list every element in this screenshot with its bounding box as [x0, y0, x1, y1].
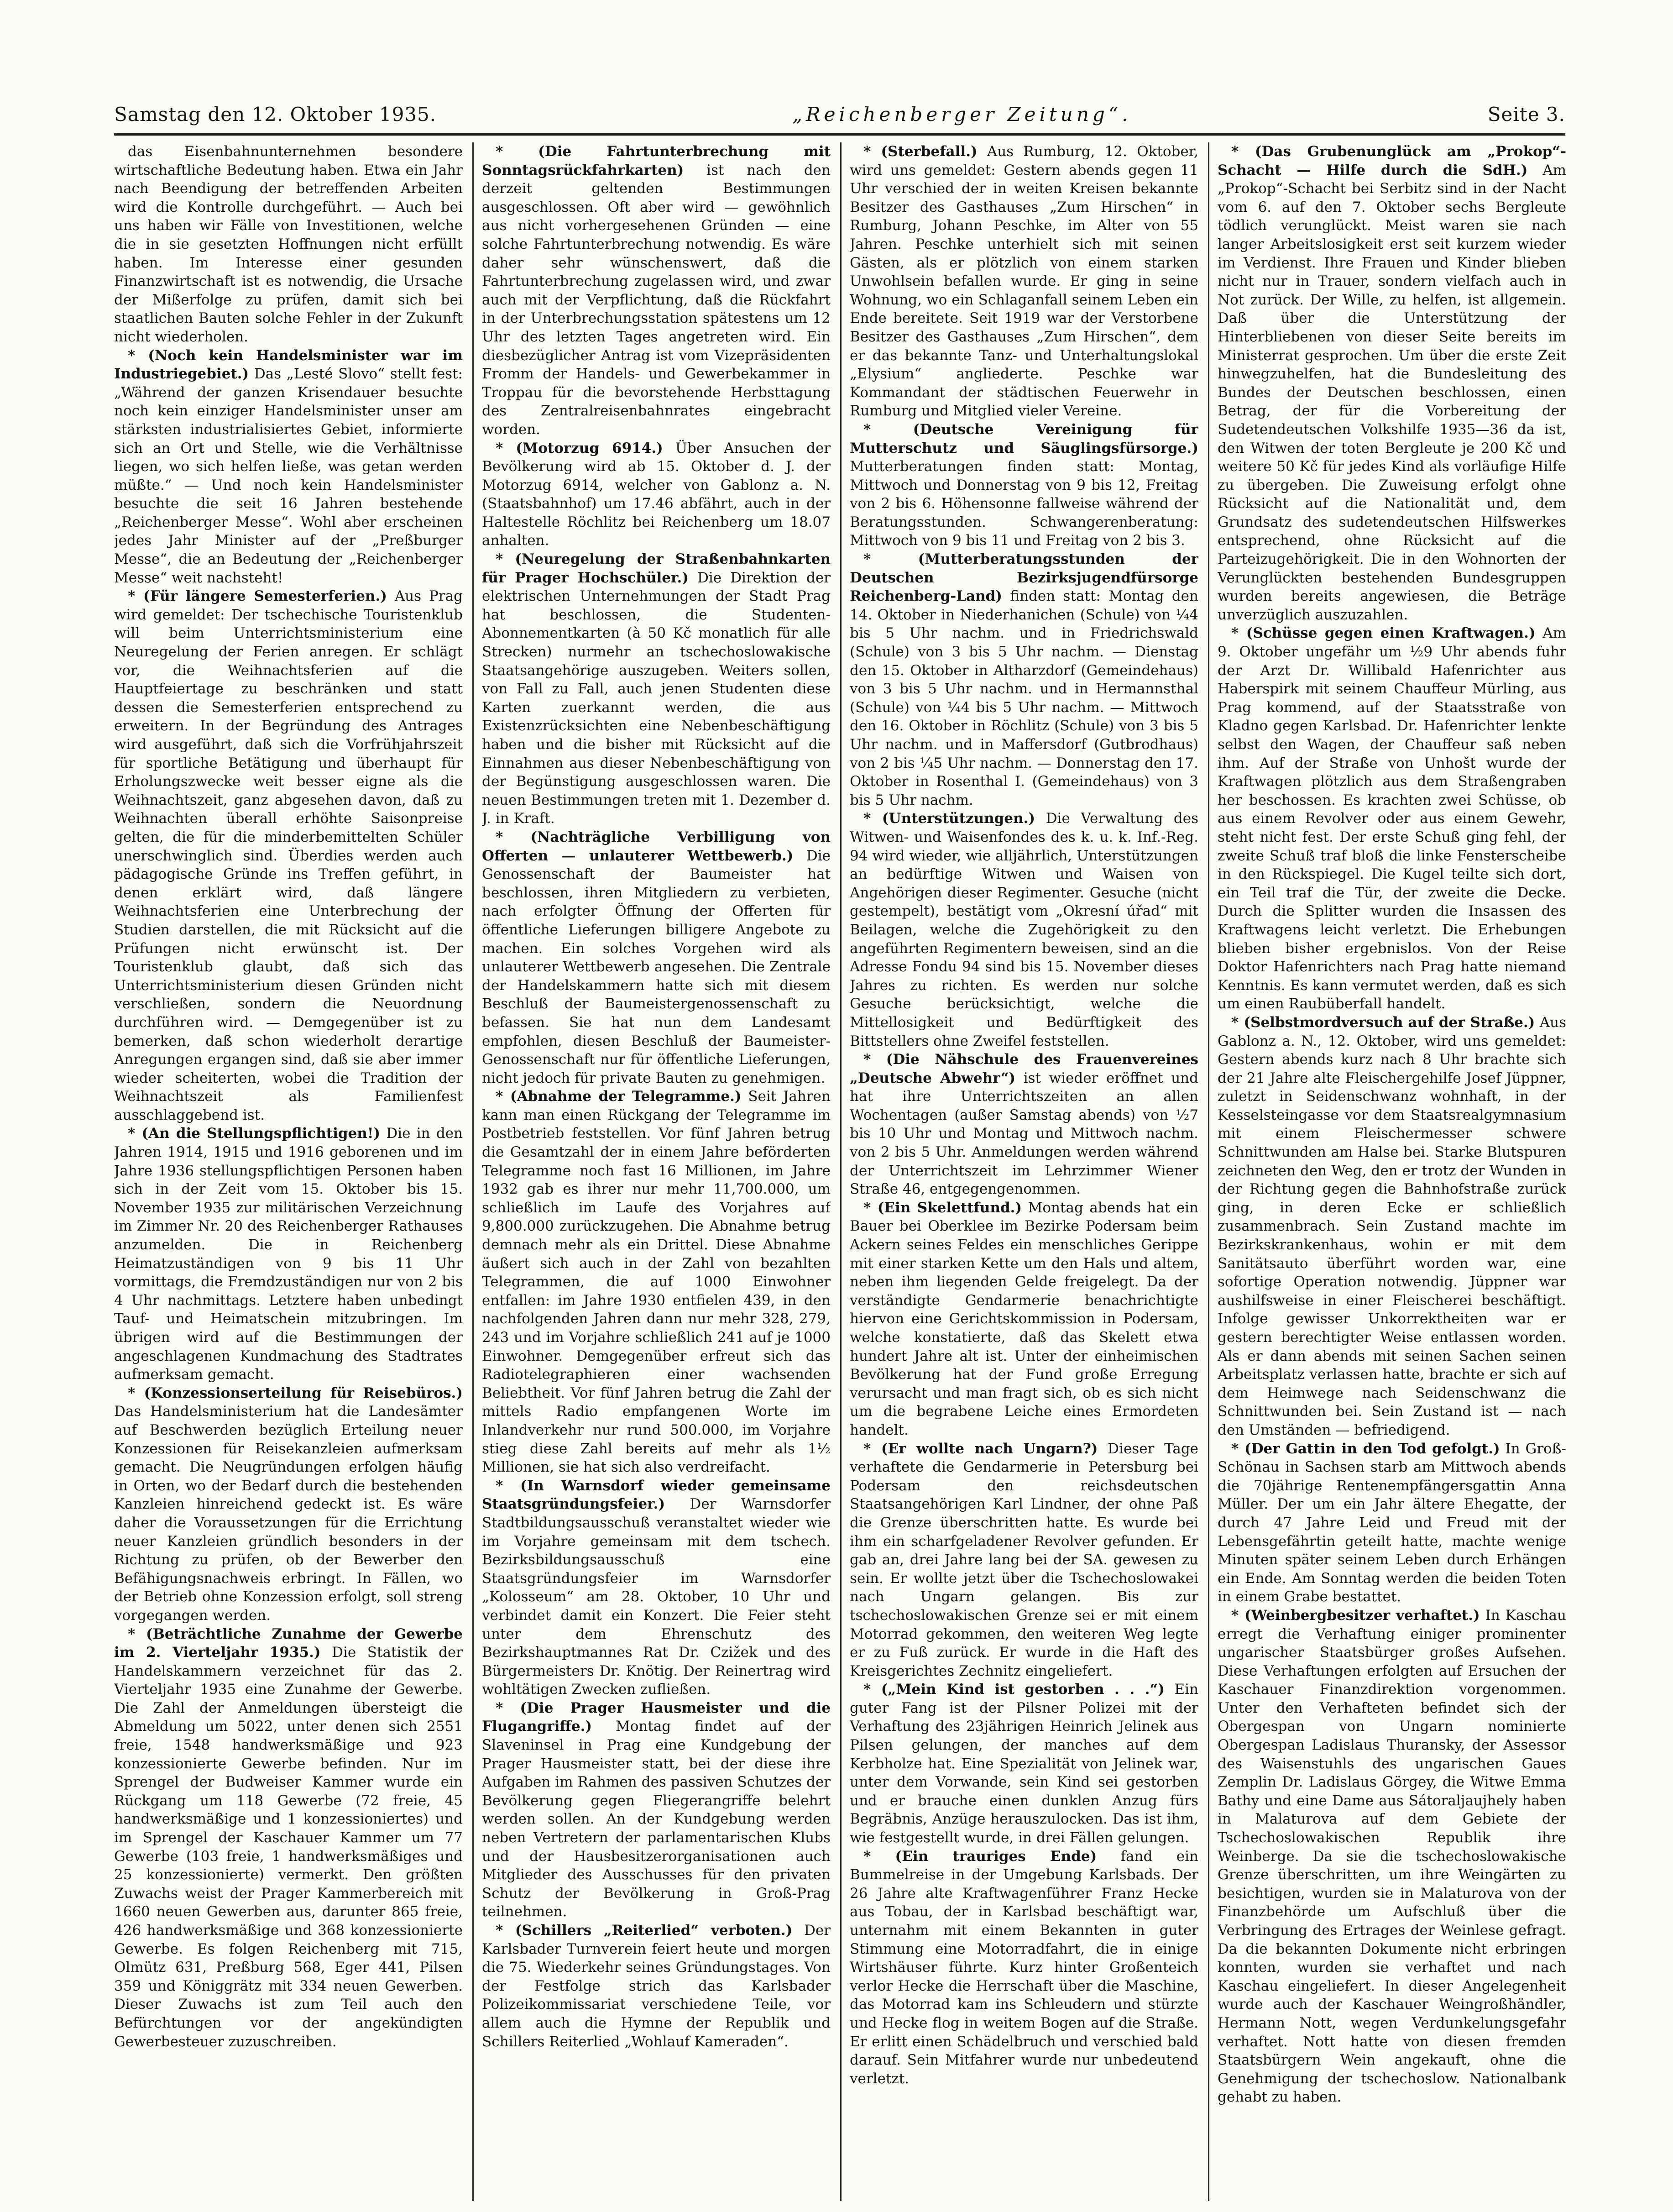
header-rule — [114, 133, 1565, 136]
article-heading: * („Mein Kind ist gestorben . . .“) — [863, 1681, 1165, 1698]
article-paragraph — [1218, 1440, 1566, 1606]
article-heading: * (Motorzug 6914.) — [496, 440, 663, 456]
column-2 — [482, 142, 831, 2201]
article-text: In Kaschau erregt die Verhaftung einiger prominenter ungarischer Staatsbürger großes Aufsehen. Diese Verhaftungen erfolgten auf Ersuchen der Kaschauer Finanzdirektion vorgenommen. Unter den Verhafteten befindet sich der Obergespan von Ungarn nominierte Obergespan Ladislaus Thuransky, der Assessor des Waisenstuhls des ungarischen Gaues Zemplin Dr. Ladislaus Görgey, die Witwe Emma Bathy und eine Dame aus Sátoraljaujhely haben in Malaturova auf dem Gebiete der Tschechoslowakischen Republik ihre Weinberge. Da sie die tschechoslowakische Grenze überschritten, um ihre Weingärten zu besichtigen, wurden sie in Malaturova von der Finanzbehörde um Aufschluß über die Verbringung des Ertrages der Weinlese gefragt. Da die bekannten Dokumente nicht erbringen konnten, wurden sie verhaftet und nach Kaschau eingeliefert. In dieser Angelegenheit wurde auch der Kaschauer Weingroßhändler, Hermann Nott, wegen Verdunkelungsgefahr verhaftet. Nott hatte von diesen fremden Staatsbürgern Wein angekauft, ohne die Genehmigung der tschechoslow. Nationalbank gehabt zu haben. — [1218, 1607, 1566, 2106]
article-heading: * (Der Gattin in den Tod gefolgt.) — [1231, 1440, 1500, 1457]
article-heading: * (In Warnsdorf wieder gemeinsame Staatsgründungsfeier.) — [482, 1477, 831, 1513]
article-text: In Groß-Schönau in Sachsen starb am Mittwoch abends die 70jährige Rentenempfängersgattin Anna Müller. Der um ein Jahr ältere Ehegatte, der durch 47 Jahre Leid und Freud mit der Lebensgefährtin geteilt hatte, machte wenige Minuten später seinem Leben durch Erhängen ein Ende. Am Sonntag werden die beiden Toten in einem Grabe bestattet. — [1218, 1440, 1566, 1605]
article-paragraph — [482, 550, 831, 828]
article-paragraph — [114, 1124, 463, 1384]
header-date: Samstag den 12. Oktober 1935. — [114, 103, 437, 126]
article-text: Über Ansuchen der Bevölkerung wird ab 15. Oktober d. J. der Motorzug 6914, welcher von Gablonz a. N. (Staatsbahnhof) um 17.46 abfährt, auch in der Haltestelle Röchlitz bei Reichenberg um 18.07 anhalten. — [482, 440, 831, 549]
article-paragraph — [1218, 1606, 1566, 2107]
article-heading: * (Mutterberatungsstunden der Deutschen Bezirksjugendfürsorge Reichenberg-Land) — [850, 551, 1198, 605]
article-text: Das „Lesté Slovo“ stellt fest: „Während der ganzen Krisendauer besuchte noch kein einziger Handelsminister unser am stärksten industrialisiertes Gebiet, informierte sich an Ort und Stelle, wie die Verhältnisse liegen, wo sich helfen ließe, was getan werden müßte.“ — Und noch kein Handelsminister besuchte die seit 16 Jahren bestehende „Reichenberger Messe“. Wohl aber erscheinen jedes Jahr Minister auf der „Preßburger Messe“, die an Bedeutung der „Reichenberger Messe“ weit nachsteht! — [114, 366, 463, 586]
article-text: Die Genossenschaft der Baumeister hat beschlossen, ihren Mitgliedern zu verbieten, nach erfolgter Öffnung der Offerten für öffentliche Lieferungen billigere Angebote zu machen. Ein solches Vorgehen wird als unlauterer Wettbewerb angesehen. Die Zentrale der Handelskammern hatte sich mit diesem Beschluß der Baumeistergenossenschaft zu befassen. Sie hat nun dem Landesamt empfohlen, diesen Beschluß der Baumeister-Genossenschaft nur für öffentliche Lieferungen, nicht jedoch für private Bauten zu genehmigen. — [482, 847, 831, 1086]
article-heading: * (Unterstützungen.) — [863, 810, 1035, 827]
article-heading: * (Das Grubenunglück am „Prokop“-Schacht — Hilfe durch die SdH.) — [1218, 143, 1566, 178]
column-4 — [1218, 142, 1566, 2201]
article-paragraph — [482, 439, 831, 550]
article-heading: * (Deutsche Vereinigung für Mutterschutz und Säuglingsfürsorge.) — [850, 421, 1198, 456]
article-text: Das Handelsministerium hat die Landesämter auf Beschwerden bezüglich Erteilung neuer Konzessionen für Reisekanzleien aufmerksam gemacht. Die Neugründungen erfolgen häufig in Orten, wo der Bedarf durch die bestehenden Kanzleien hinreichend gedeckt ist. Es wäre daher die Voraussetzungen für die Errichtung neuer Kanzleien gründlich besonders in der Richtung zu prüfen, ob der Bewerber den Befähigungsnachweis erbringt. In Fällen, wo der Betrieb ohne Konzession erfolgt, soll streng vorgegangen werden. — [114, 1403, 463, 1624]
article-paragraph — [114, 142, 463, 346]
article-text: fand ein Bummelreise in der Umgebung Karlsbads. Der 26 Jahre alte Kraftwagenführer Franz Hecke aus Tobau, der in Karlsbad beschäftigt war, unternahm mit einem Bekannten in guter Stimmung eine Motorradfahrt, die in einige Wirtshäuser führte. Kurz hinter Großenteich verlor Hecke die Herrschaft über die Maschine, das Motorrad kam ins Schleudern und stürzte und Hecke flog in weitem Bogen auf die Straße. Er erlitt einen Schädelbruch und verschied bald darauf. Sein Mitfahrer wurde nur unbedeutend verletzt. — [850, 1848, 1198, 2087]
article-heading: * (Beträchtliche Zunahme der Gewerbe im 2. Vierteljahr 1935.) — [114, 1625, 463, 1661]
article-text: finden statt: Montag den 14. Oktober in Niederhanichen (Schule) von ¼4 bis 5 Uhr nachm. und in Friedrichswald (Schule) von 3 bis 5 Uhr nachm. — Dienstag den 15. Oktober in Altharzdorf (Gemeindehaus) von 3 bis 5 Uhr nachm. und in Hermannsthal (Schule) von ¼4 bis 5 Uhr nachm. — Mittwoch den 16. Oktober in Röchlitz (Schule) von 3 bis 5 Uhr nachm. und in Maffersdorf (Gutbrodhaus) von 2 bis ¼5 Uhr nachm. — Donnerstag den 17. Oktober in Rosenthal I. (Gemeindehaus) von 3 bis 5 Uhr nachm. — [850, 588, 1198, 808]
article-text: Die Direktion der elektrischen Unternehmungen der Stadt Prag hat beschlossen, die Studenten-Abonnementkarten (à 50 Kč monatlich für alle Strecken) nurmehr an tschechoslowakische Staatsangehörige auszugeben. Weiters sollen, von Fall zu Fall, auch jenen Studenten diese Karten zuerkannt werden, die aus Existenzrücksichten eine Nebenbeschäftigung haben und die bisher mit Rücksicht auf die Einnahmen aus dieser Nebenbeschäftigung von der Begünstigung ausgeschlossen waren. Die neuen Bestimmungen treten mit 1. Dezember d. J. in Kraft. — [482, 569, 831, 827]
article-paragraph — [114, 587, 463, 1124]
article-heading: * (Noch kein Handelsminister war im Industriegebiet.) — [114, 347, 463, 383]
column-divider — [1208, 142, 1209, 2201]
article-text: Der Warnsdorfer Stadtbildungsausschuß veranstaltet wieder wie im Vorjahre gemeinsam mit dem tschech. Bezirksbildungsausschuß eine Staatsgründungsfeier im Warnsdorfer „Kolosseum“ am 28. Oktober, 10 Uhr und verbindet damit ein Konzert. Die Feier steht unter dem Ehrenschutz des Bezirkshauptmannes Rat Dr. Czižek und des Bürgermeisters Dr. Knötig. Der Reinertrag wird wohltätigen Zwecken zufließen. — [482, 1496, 831, 1698]
header-page-number: Seite 3. — [1487, 103, 1565, 126]
article-heading: * (Ein trauriges Ende) — [863, 1848, 1097, 1865]
article-heading: * (Die Fahrtunterbrechung mit Sonntagsrückfahrkarten) — [482, 143, 831, 178]
column-1 — [114, 142, 463, 2201]
article-heading: * (Ein Skelettfund.) — [863, 1199, 1022, 1216]
article-paragraph — [1218, 1013, 1566, 1440]
article-heading: * (Abnahme der Telegramme.) — [496, 1088, 742, 1105]
article-heading: * (Konzessionserteilung für Reisebüros.) — [128, 1384, 463, 1401]
article-paragraph — [850, 142, 1198, 420]
article-heading: * (Er wollte nach Ungarn?) — [863, 1440, 1098, 1457]
article-heading: * (Sterbefall.) — [863, 143, 978, 160]
article-text: Am „Prokop“-Schacht bei Serbitz sind in der Nacht vom 6. auf den 7. Oktober sechs Bergleute tödlich verunglückt. Meist waren sie nach langer Arbeitslosigkeit erst seit kurzem wieder im Verdienst. Ihre Frauen und Kinder blieben nicht nur in Trauer, sondern vielfach auch in Not zurück. Der Wille, zu helfen, ist allgemein. Daß über die Unterstützung der Hinterbliebenen von dieser Seite bereits im Ministerrat gesprochen. Um über die erste Zeit hinwegzuhelfen, hat die Bundesleitung des Bundes der Deutschen beschlossen, einen Betrag, der für die Vorbereitung der Sudetendeutschen Volkshilfe 1935—36 da ist, den Witwen der toten Bergleute je 200 Kč und weitere 50 Kč für jedes Kind als vorläufige Hilfe zu übergeben. Die Zuweisung erfolgt ohne Rücksicht auf die Nationalität und, dem Grundsatz des sudetendeutschen Hilfswerkes entsprechend, ohne Rücksicht auf die Parteizugehörigkeit. Die in den Wohnorten der Verunglückten bestehenden Bundesgruppen wurden bereits angewiesen, die Beträge unverzüglich auszuzahlen. — [1218, 162, 1566, 623]
article-text: Aus Gablonz a. N., 12. Oktober, wird uns gemeldet: Gestern abends kurz nach 8 Uhr brachte sich der 21 Jahre alte Fleischergehilfe Josef Jüppner, zuletzt in Seidenschwanz wohnhaft, in der Kesselsteingasse vor dem Staatsrealgymnasium mit einem Fleischermesser schwere Schnittwunden am Halse bei. Starke Blutspuren zeichneten den Weg, den er trotz der Wunden in der Richtung gegen die Bahnhofstraße zurück ging, in deren Ecke er schließlich zusammenbrach. Sein Zustand machte im Bezirkskrankenhaus, wohin er mit dem Sanitätsauto überführt worden war, eine sofortige Operation notwendig. Jüppner war aushilfsweise in einer Fleischerei beschäftigt. Infolge gewisser Unkorrektheiten war er gestern berechtigter Weise entlassen worden. Als er dann abends mit seinen Sachen seinen Arbeitsplatz verlassen hatte, brachte er sich auf dem Heimwege nach Seidenschwanz die Schnittwunden bei. Sein Zustand ist — nach den Umständen — befriedigend. — [1218, 1014, 1566, 1438]
article-paragraph — [482, 1477, 831, 1699]
article-paragraph — [114, 1384, 463, 1625]
article-heading: * (Nachträgliche Verbilligung von Offerten — unlauterer Wettbewerb.) — [482, 828, 831, 864]
article-heading: * (An die Stellungspflichtigen!) — [128, 1125, 381, 1142]
article-paragraph — [850, 420, 1198, 550]
article-heading: * (Die Nähschule des Frauenvereines „Deutsche Abwehr“) — [850, 1051, 1198, 1086]
article-text: Die Verwaltung des Witwen- und Waisenfondes des k. u. k. Inf.-Reg. 94 wird wieder, wie alljährlich, Unterstützungen an bedürftige Witwen und Waisen von Angehörigen dieser Regimenter. Gesuche (nicht gestempelt), bestätigt vom „Okresní úřad“ mit Beilagen, welche die Zugehörigkeit zu den angeführten Regimentern beweisen, sind an die Adresse Fondu 94 sind bis 15. November dieses Jahres zu richten. Es werden nur solche Gesuche berücksichtigt, welche die Mittellosigkeit und Bedürftigkeit des Bittstellers ohne Zweifel feststellen. — [850, 810, 1198, 1049]
article-heading: * (Für längere Semesterferien.) — [128, 588, 387, 605]
column-3 — [850, 142, 1198, 2201]
article-paragraph — [482, 828, 831, 1087]
article-heading: * (Die Prager Hausmeister und die Flugangriffe.) — [482, 1699, 831, 1735]
article-heading: * (Neuregelung der Straßenbahnkarten für Prager Hochschüler.) — [482, 551, 831, 586]
article-text: Am 9. Oktober ungefähr um ½9 Uhr abends fuhr der Arzt Dr. Willibald Hafenrichter aus Haberspirk mit seinem Chauffeur Mürling, aus Prag kommend, auf der Staatsstraße von Kladno gegen Karlsbad. Dr. Hafenrichter lenkte selbst den Wagen, der Chauffeur saß neben ihm. Auf der Straße von Unhošt wurde der Kraftwagen plötzlich aus dem Straßengraben her beschossen. Es krachten zwei Schüsse, ob aus einem Revolver oder aus einem Gewehr, steht nicht fest. Der erste Schuß ging fehl, der zweite Schuß traf bloß die linke Fensterscheibe in den Rückspiegel. Die Kugel teilte sich dort, ein Teil traf die Tür, der zweite die Decke. Durch die Splitter wurden die Insassen des Kraftwagens leicht verletzt. Die Erhebungen blieben bisher ergebnislos. Von der Reise Doktor Hafenrichters nach Prag hatte niemand Kenntnis. Es kann vermutet werden, daß es sich um einen Raubüberfall handelt. — [1218, 625, 1566, 1012]
article-heading: * (Weinbergbesitzer verhaftet.) — [1231, 1607, 1480, 1624]
article-text: Ein guter Fang ist der Pilsner Polizei mit der Verhaftung des 23jährigen Heinrich Jelinek aus Pilsen gelungen, der manches auf dem Kerbholze hat. Eine Spezialität von Jelinek war, unter dem Vorwande, sein Kind sei gestorben und er brauche einen dunklen Anzug fürs Begräbnis, Anzüge herauszulocken. Das ist ihm, wie festgestellt wurde, in drei Fällen gelungen. — [850, 1681, 1198, 1846]
article-text: Die in den Jahren 1914, 1915 und 1916 geborenen und im Jahre 1936 stellungspflichtigen Personen haben sich in der Zeit vom 15. Oktober bis 15. November 1935 zur militärischen Verzeichnung im Zimmer Nr. 20 des Reichenberger Rathauses anzumelden. Die in Reichenberg Heimatzuständigen von 9 bis 11 Uhr vormittags, die Fremdzuständigen nur von 2 bis 4 Uhr nachmittags. Letztere haben unbedingt Tauf- und Heimatschein mitzubringen. Im übrigen wird auf die Bestimmungen der angeschlagenen Kundmachung des Stadtrates aufmerksam gemacht. — [114, 1125, 463, 1383]
article-text: ist wieder eröffnet und hat ihre Unterrichtszeiten an allen Wochentagen (außer Samstag abends) von ½7 bis 10 Uhr und Montag und Mittwoch nachm. von 2 bis 5 Uhr. Anmeldungen werden während der Unterrichtszeit im Lehrzimmer Wiener Straße 46, entgegengenommen. — [850, 1069, 1198, 1198]
article-text: Dieser Tage verhaftete die Gendarmerie in Petersburg bei Podersam den reichsdeutschen Staatsangehörigen Karl Lindner, der ohne Paß die Grenze überschritten hatte. Es wurde bei ihm ein scharfgeladener Revolver gefunden. Er gab an, drei Jahre lang bei der SA. gewesen zu sein. Er wollte jetzt über die Tschechoslowakei nach Ungarn gelangen. Bis zur tschechoslowakischen Grenze sei er mit einem Motorrad gekommen, den weiteren Weg legte er zu Fuß zurück. Er wurde in die Haft des Kreisgerichtes Zechnitz eingeliefert. — [850, 1440, 1198, 1679]
article-columns — [114, 142, 1565, 2201]
article-paragraph — [482, 1699, 831, 1921]
article-text: Montag findet auf der Slaveninsel in Prag eine Kundgebung der Prager Hausmeister statt, bei der diese ihre Aufgaben im Rahmen des passiven Schutzes der Bevölkerung gegen Fliegerangriffe belehrt werden sollen. An der Kundgebung werden neben Vertretern der parlamentarischen Klubs und der Hausbesitzerorganisationen auch Mitglieder des Ausschusses für den privaten Schutz der Bevölkerung in Groß-Prag teilnehmen. — [482, 1718, 831, 1920]
article-paragraph — [482, 1921, 831, 2051]
article-paragraph — [482, 142, 831, 439]
article-paragraph — [850, 809, 1198, 1050]
article-paragraph — [482, 1087, 831, 1476]
article-text: das Eisenbahnunternehmen besondere wirtschaftliche Bedeutung haben. Etwa ein Jahr nach Beendigung der betreffenden Arbeiten wird die Kontrolle durchgeführt. — Auch bei uns haben wir Fälle von Investitionen, welche die in sie gesetzten Hoffnungen nicht erfüllt haben. Im Interesse einer gesunden Finanzwirtschaft ist es notwendig, die Ursache der Mißerfolge zu prüfen, damit sich bei staatlichen Bauten solche Fehler in der Zukunft nicht wiederholen. — [114, 143, 463, 345]
column-divider — [472, 142, 474, 2201]
article-paragraph — [850, 1440, 1198, 1681]
article-text: Aus Rumburg, 12. Oktober, wird uns gemeldet: Gestern abends gegen 11 Uhr verschied der in weiten Kreisen bekannte Besitzer des Gasthauses „Zum Hirschen“ in Rumburg, Johann Peschke, im Alter von 55 Jahren. Peschke unterhielt sich mit seinen Gästen, als er plötzlich von einem starken Unwohlsein befallen wurde. Er ging in seine Wohnung, wo ein Schlaganfall seinem Leben ein Ende bereitete. Seit 1919 war der Verstorbene Besitzer des Gasthauses „Zum Hirschen“, dem er das bekannte Tanz- und Unterhaltungslokal „Elysium“ angliederte. Peschke war Kommandant der städtischen Feuerwehr in Rumburg und Mitglied vieler Vereine. — [850, 143, 1198, 419]
page-header — [114, 100, 1565, 129]
article-text: Mutterberatungen finden statt: Montag, Mittwoch und Donnerstag von 9 bis 12, Freitag von 2 bis 6. Höhensonne fallweise während der Beratungsstunden. Schwangerenberatung: Mittwoch von 9 bis 11 und Freitag von 2 bis 3. — [850, 458, 1198, 549]
article-paragraph — [850, 1847, 1198, 2088]
article-heading: * (Schüsse gegen einen Kraftwagen.) — [1231, 625, 1536, 642]
article-paragraph — [114, 346, 463, 587]
article-paragraph — [1218, 624, 1566, 1013]
article-heading: * (Schillers „Reiterlied“ verboten.) — [496, 1922, 793, 1939]
article-text: Montag abends hat ein Bauer bei Oberklee im Bezirke Podersam beim Ackern seines Feldes ein menschliches Gerippe mit einer starken Kette um den Hals und altem, neben ihm liegenden Gelde freigelegt. Da der verständigte Gendarmerie benachrichtigte hiervon eine Gerichtskommission in Podersam, welche konstatierte, daß das Skelett etwa hundert Jahre alt ist. Unter der einheimischen Bevölkerung hat der Fund große Erregung verursacht und man fragt sich, ob es sich nicht um die begrabene Leiche eines Ermordeten handelt. — [850, 1199, 1198, 1438]
article-text: Die Statistik der Handelskammern verzeichnet für das 2. Vierteljahr 1935 eine Zunahme der Gewerbe. Die Zahl der Anmeldungen übersteigt die Abmeldung um 5022, unter denen sich 2551 freie, 1548 handwerksmäßige und 923 konzessionierte Gewerbe befinden. Nur im Sprengel der Budweiser Kammer wurde ein Rückgang um 118 Gewerbe (72 freie, 45 handwerksmäßige und 1 konzessioniertes) und im Sprengel der Kaschauer Kammer um 77 Gewerbe (103 freie, 1 handwerksmäßiges und 25 konzessionierte) vermerkt. Den größten Zuwachs weist der Prager Kammerbereich mit 1660 neuen Gewerben aus, darunter 865 freie, 426 handwerksmäßige und 368 konzessionierte Gewerbe. Es folgen Reichenberg mit 715, Olmütz 631, Preßburg 568, Eger 441, Pilsen 359 und Königgrätz mit 334 neuen Gewerben. Dieser Zuwachs ist zum Teil auch den Befürchtungen vor der angekündigten Gewerbesteuer zuzuschreiben. — [114, 1644, 463, 2050]
article-heading: * (Selbstmordversuch auf der Straße.) — [1231, 1014, 1535, 1031]
article-paragraph — [114, 1625, 463, 2051]
article-paragraph — [1218, 142, 1566, 624]
article-paragraph — [850, 1199, 1198, 1440]
article-paragraph — [850, 1050, 1198, 1199]
article-text: Aus Prag wird gemeldet: Der tschechische Touristenklub will beim Unterrichtsministerium eine Neuregelung der Ferien anregen. Er schlägt vor, die Weihnachtsferien auf die Hauptfeiertage zu beschränken und statt dessen die Semesterferien entsprechend zu erweitern. In der Begründung des Antrages wird ausgeführt, daß sich die Vorfrühjahrszeit für sportliche Betätigung und überhaupt für Erholungszwecke weit besser eigne als die Weihnachtszeit, ganz abgesehen davon, daß zu Weihnachten überall erhöhte Saisonpreise gelten, die für die minderbemittelten Schüler unerschwinglich sind. Überdies werden auch pädagogische Gründe ins Treffen geführt, in denen erklärt wird, daß längere Weihnachtsferien eine Unterbrechung der Studien darstellen, die mit Rücksicht auf die Prüfungen nicht erwünscht ist. Der Touristenklub glaubt, daß sich das Unterrichtsministerium diesen Gründen nicht verschließen, sondern die Neuordnung durchführen wird. — Demgegenüber ist zu bemerken, daß schon wiederholt derartige Anregungen ergangen sind, daß sie aber immer wieder scheiterten, wobei die Tradition der Weihnachtszeit als Familienfest ausschlaggebend ist. — [114, 588, 463, 1123]
column-divider — [840, 142, 842, 2201]
article-text: Der Karlsbader Turnverein feiert heute und morgen die 75. Wiederkehr seines Gründungstages. Von der Festfolge strich das Karlsbader Polizeikommissariat verschiedene Teile, vor allem auch die Hymne der Republik und Schillers Reiterlied „Wohlauf Kameraden“. — [482, 1922, 831, 2050]
article-paragraph — [850, 1680, 1198, 1847]
header-title: „Reichenberger Zeitung“. — [792, 103, 1132, 126]
article-text: Seit Jahren kann man einen Rückgang der Telegramme im Postbetrieb feststellen. Vor fünf Jahren betrug die Gesamtzahl der in einem Jahre beförderten Telegramme noch fast 16 Millionen, im Jahre 1932 gab es ihrer nur mehr 11,700.000, um schließlich im Laufe des Vorjahres auf 9,800.000 zurückzugehen. Die Abnahme betrug demnach mehr als ein Drittel. Diese Abnahme äußert sich auch in der Zahl von bezahlten Telegrammen, die auf 1000 Einwohner entfallen: im Jahre 1930 entfielen 439, in den nachfolgenden Jahren dann nur mehr 328, 279, 243 und im Vorjahre schließlich 241 auf je 1000 Einwohner. Demgegenüber erfreut sich das Radiotelegraphieren einer wachsenden Beliebtheit. Vor fünf Jahren betrug die Zahl der mittels Radio empfangenen Worte im Inlandverkehr nur rund 500.000, im Vorjahre stieg diese Zahl bereits auf mehr als 1½ Millionen, sie hat sich also verdreifacht. — [482, 1088, 831, 1476]
article-text: ist nach den derzeit geltenden Bestimmungen ausgeschlossen. Oft aber wird — gewöhnlich aus nicht vorhergesehenen Gründen — eine solche Fahrtunterbrechung notwendig. Es wäre daher sehr wünschenswert, daß die Fahrtunterbrechung zugelassen wird, und zwar auch mit der Verpflichtung, daß die Rückfahrt in der Unterbrechungsstation spätestens um 12 Uhr des letzten Tages angetreten wird. Ein diesbezüglicher Antrag ist vom Vizepräsidenten Fromm der Handels- und Gewerbekammer in Troppau für die bevorstehende Herbsttagung des Zentralreisenbahnrates eingebracht worden. — [482, 162, 831, 438]
article-paragraph — [850, 550, 1198, 809]
